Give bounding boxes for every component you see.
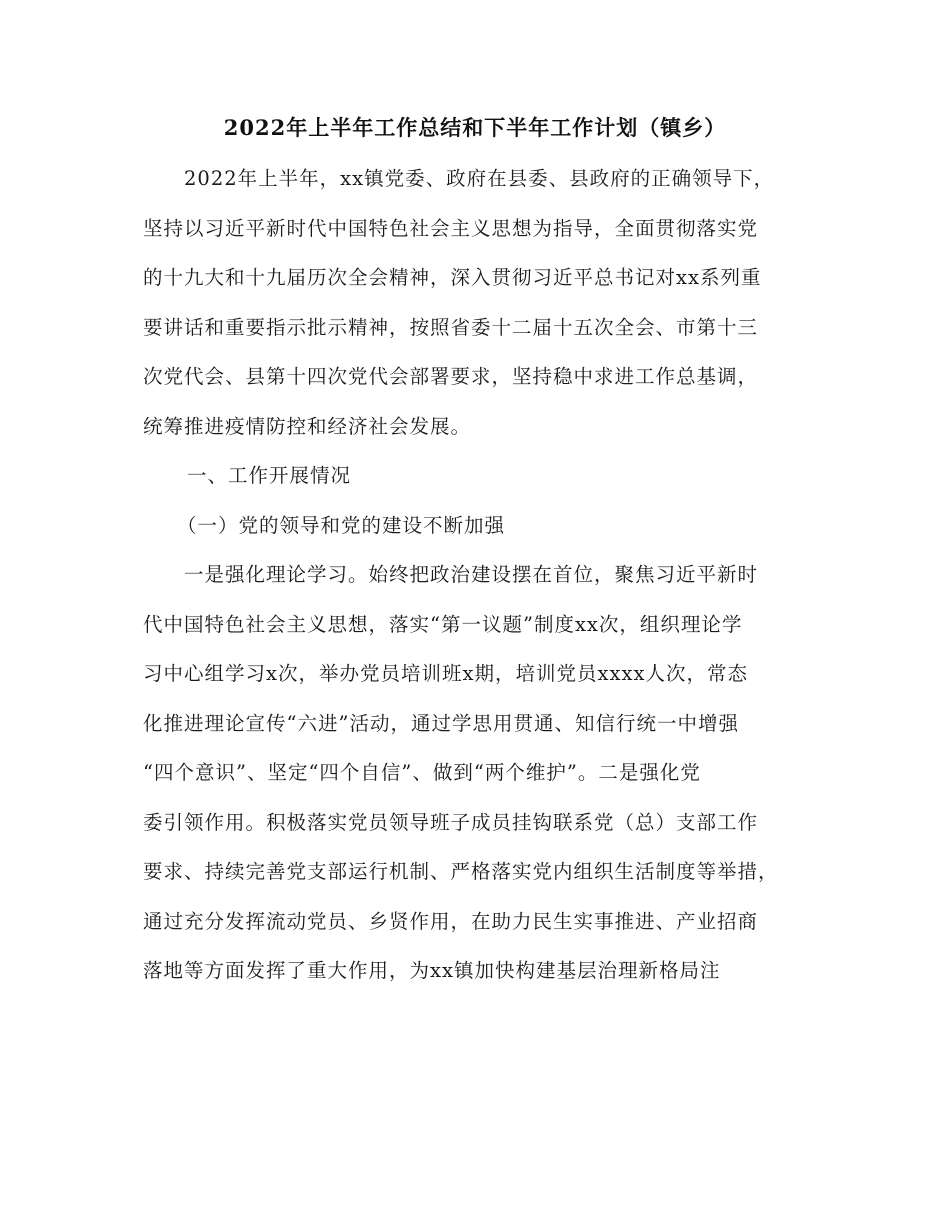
subsection-heading: （一）党的领导和党的建设不断加强	[177, 513, 506, 537]
paragraph-line: 次党代会、县第十四次党代会部署要求，坚持稳中求进工作总基调，	[143, 365, 759, 388]
document-body	[143, 154, 808, 996]
paragraph-line: 2022年上半年，xx镇党委、政府在县委、县政府的正确领导下，	[184, 167, 775, 190]
paragraph-line: 要求、持续完善党支部运行机制、严格落实党内组织生活制度等举措，	[143, 860, 779, 883]
document-title: 2022年上半年工作总结和下半年工作计划（镇乡）	[223, 115, 727, 140]
paragraph-line: 通过充分发挥流动党员、乡贤作用，在助力民生实事推进、产业招商	[143, 909, 759, 933]
paragraph-line: 化推进理论宣传“六进”活动，通过学思用贯通、知信行统一中增强	[143, 711, 739, 735]
paragraph-line: 委引领作用。积极落实党员领导班子成员挂钩联系党（总）支部工作	[143, 810, 759, 834]
paragraph-line: 代中国特色社会主义思想，落实“第一议题”制度xx次，组织理论学	[143, 612, 743, 636]
paragraph-line: “四个意识”、坚定“四个自信”、做到“两个维护”。二是强化党	[143, 761, 701, 784]
paragraph-line: 要讲话和重要指示批示精神，按照省委十二届十五次全会、市第十三	[143, 315, 759, 339]
paragraph-line: 的十九大和十九届历次全会精神，深入贯彻习近平总书记对xx系列重	[143, 266, 762, 289]
paragraph-line: 统筹推进疫情防控和经济社会发展。	[143, 414, 472, 438]
paragraph-line: 坚持以习近平新时代中国特色社会主义思想为指导，全面贯彻落实党	[143, 216, 759, 240]
section-heading: 一、工作开展情况	[187, 464, 352, 487]
paragraph-line: 落地等方面发挥了重大作用，为xx镇加快构建基层治理新格局注	[143, 959, 721, 982]
paragraph-line: 习中心组学习x次，举办党员培训班x期，培训党员xxxx人次，常态	[143, 662, 748, 685]
paragraph-line: 一是强化理论学习。始终把政治建设摆在首位，聚焦习近平新时	[184, 563, 759, 586]
